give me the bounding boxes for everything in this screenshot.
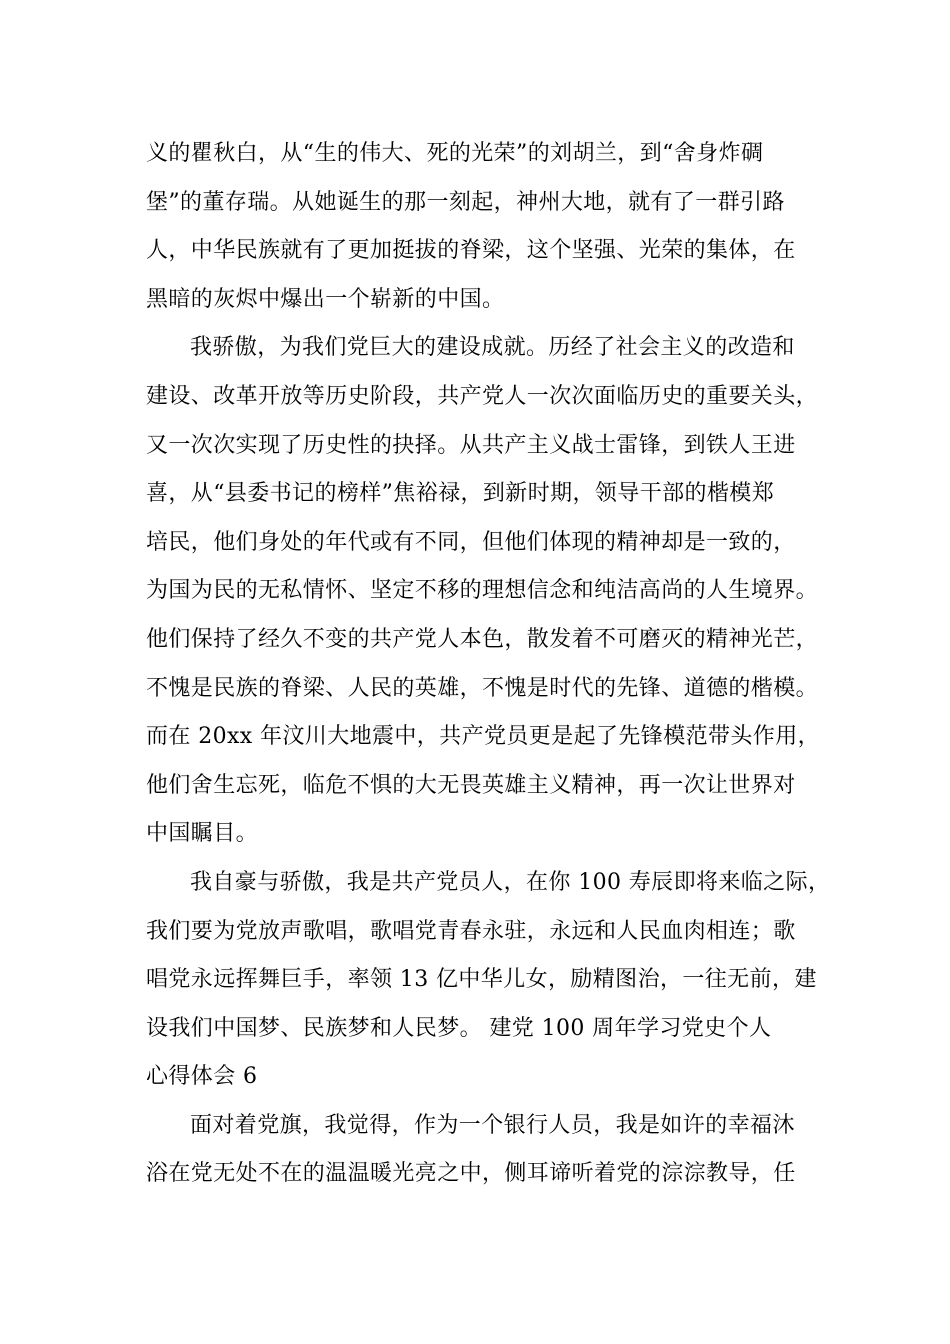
- text-line: 堡”的董存瑞。从她诞生的那一刻起，神州大地，就有了一群引路: [146, 189, 785, 215]
- text-line: 黑暗的灰烬中爆出一个崭新的中国。: [146, 286, 505, 312]
- body-text: [146, 130, 831, 1199]
- text-line: 我骄傲，为我们党巨大的建设成就。历经了社会主义的改造和: [190, 335, 795, 361]
- text-line: 中国瞩目。: [146, 821, 259, 847]
- text-line: 建设、改革开放等历史阶段，共产党人一次次面临历史的重要关头，: [146, 383, 819, 409]
- text-line: 我们要为党放声歌唱，歌唱党青春永驻，永远和人民血肉相连；歌: [146, 918, 796, 944]
- text-line: 心得体会 6: [146, 1064, 258, 1090]
- text-line: 面对着党旗，我觉得，作为一个银行人员，我是如许的幸福沐: [190, 1112, 795, 1138]
- text-line: 为国为民的无私情怀、坚定不移的理想信念和纯洁高尚的人生境界。: [146, 578, 819, 604]
- text-line: 他们保持了经久不变的共产党人本色，散发着不可磨灭的精神光芒，: [146, 626, 819, 652]
- text-line: 设我们中国梦、民族梦和人民梦。 建党 100 周年学习党史个人: [146, 1015, 772, 1041]
- text-line: 又一次次实现了历史性的抉择。从共产主义战士雷锋，到铁人王进: [146, 432, 796, 458]
- text-line: 唱党永远挥舞巨手，率领 13 亿中华儿女，励精图治，一往无前，建: [146, 967, 817, 993]
- text-line: 人，中华民族就有了更加挺拔的脊梁，这个坚强、光荣的集体，在: [146, 238, 796, 264]
- text-line: 义的瞿秋白，从“生的伟大、死的光荣”的刘胡兰，到“舍身炸碉: [146, 141, 764, 166]
- text-line: 我自豪与骄傲，我是共产党员人，在你 100 寿辰即将来临之际，: [190, 869, 831, 895]
- text-line: 喜，从“县委书记的榜样”焦裕禄，到新时期，领导干部的楷模郑: [146, 481, 775, 507]
- text-line: 而在 20xx 年汶川大地震中，共产党员更是起了先锋模范带头作用，: [146, 724, 820, 750]
- text-line: 浴在党无处不在的温温暖光亮之中，侧耳谛听着党的淙淙教导，任: [146, 1161, 796, 1187]
- text-line: 不愧是民族的脊梁、人民的英雄，不愧是时代的先锋、道德的楷模。: [146, 675, 819, 701]
- text-line: 他们舍生忘死，临危不惧的大无畏英雄主义精神，再一次让世界对: [146, 772, 796, 798]
- text-line: 培民，他们身处的年代或有不同，但他们体现的精神却是一致的，: [146, 529, 796, 555]
